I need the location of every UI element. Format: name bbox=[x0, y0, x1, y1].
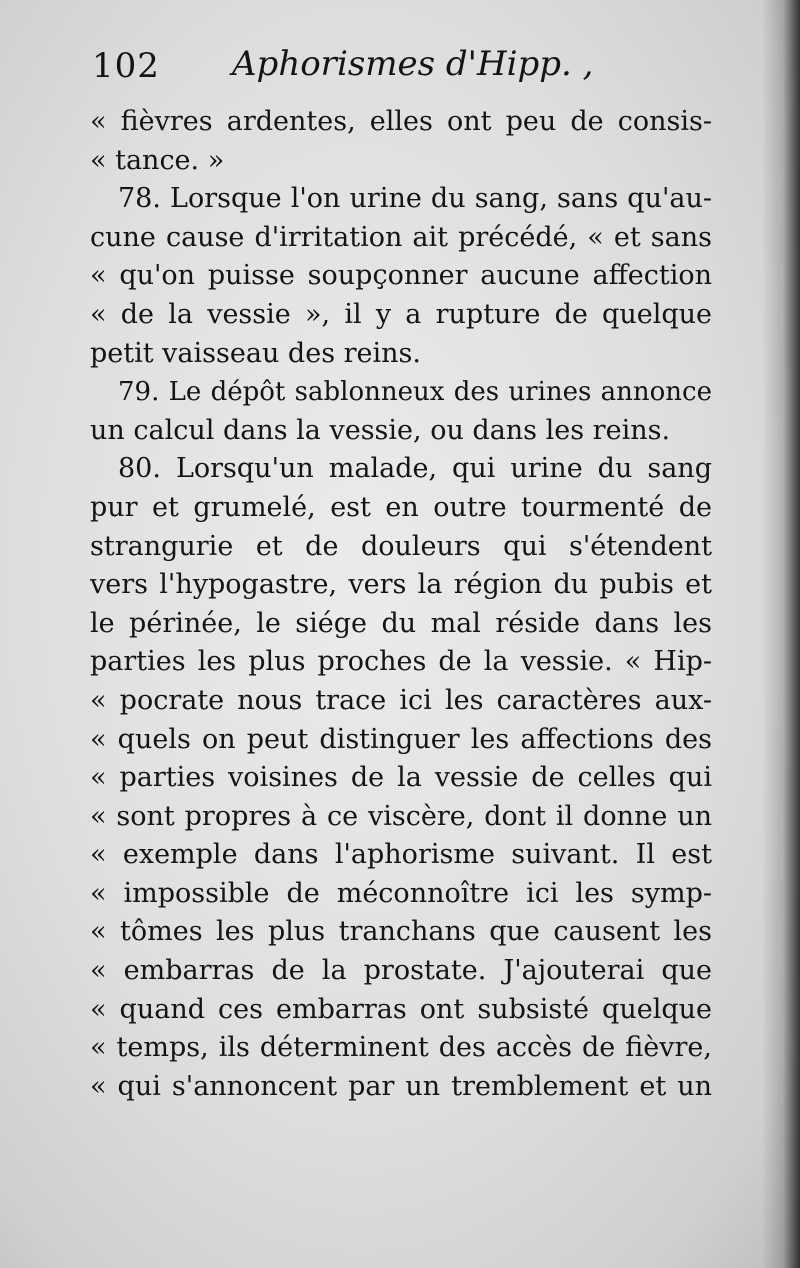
text-line: 78. Lorsque l'on urine du sang, sans qu'au- bbox=[118, 183, 712, 215]
body-text bbox=[90, 103, 712, 1106]
text-line: « pocrate nous trace ici les caractères aux- bbox=[90, 684, 712, 716]
text-line: « tômes les plus tranchans que causent les bbox=[90, 916, 712, 948]
text-line: « sont propres à ce viscère, dont il donne un bbox=[90, 800, 712, 832]
text-line: cune cause d'irritation ait précédé, « et sans bbox=[90, 221, 712, 253]
text-line: pur et grumelé, est en outre tourmenté de bbox=[90, 491, 712, 523]
text-line: « parties voisines de la vessie de celles qui bbox=[90, 762, 712, 794]
text-line: « embarras de la prostate. J'ajouterai que bbox=[90, 955, 712, 987]
text-line: « temps, ils déterminent des accès de fièvre, bbox=[90, 1032, 712, 1064]
text-line: petit vaisseau des reins. bbox=[90, 337, 421, 369]
text-line: « exemple dans l'aphorisme suivant. Il est bbox=[90, 839, 712, 871]
text-line: vers l'hypogastre, vers la région du pubis et bbox=[90, 569, 712, 601]
text-line: strangurie et de douleurs qui s'étendent bbox=[90, 530, 712, 562]
text-line: « qui s'annoncent par un tremblement et un bbox=[90, 1070, 712, 1102]
text-line: le périnée, le siége du mal réside dans les bbox=[90, 607, 712, 639]
text-line: « qu'on puisse soupçonner aucune affection bbox=[90, 260, 712, 292]
text-line: parties les plus proches de la vessie. « Hip- bbox=[90, 646, 712, 678]
page-edge-shadow bbox=[762, 0, 800, 1268]
text-line: « quels on peut distinguer les affections des bbox=[90, 723, 712, 755]
text-line: un calcul dans la vessie, ou dans les reins. bbox=[90, 414, 671, 446]
text-line: « quand ces embarras ont subsisté quelque bbox=[90, 993, 712, 1025]
text-line: « fièvres ardentes, elles ont peu de consis- bbox=[90, 106, 712, 137]
page-number: 102 bbox=[92, 46, 160, 86]
page-header bbox=[92, 44, 712, 94]
text-line: « de la vessie », il y a rupture de quelque bbox=[90, 298, 712, 330]
text-line: 79. Le dépôt sablonneux des urines annonce bbox=[118, 377, 712, 408]
text-line: 80. Lorsqu'un malade, qui urine du sang bbox=[118, 453, 712, 485]
running-title: Aphorismes d'Hipp. , bbox=[232, 44, 594, 84]
text-line: « tance. » bbox=[90, 144, 225, 176]
text-line: « impossible de méconnoître ici les symp- bbox=[90, 877, 712, 909]
